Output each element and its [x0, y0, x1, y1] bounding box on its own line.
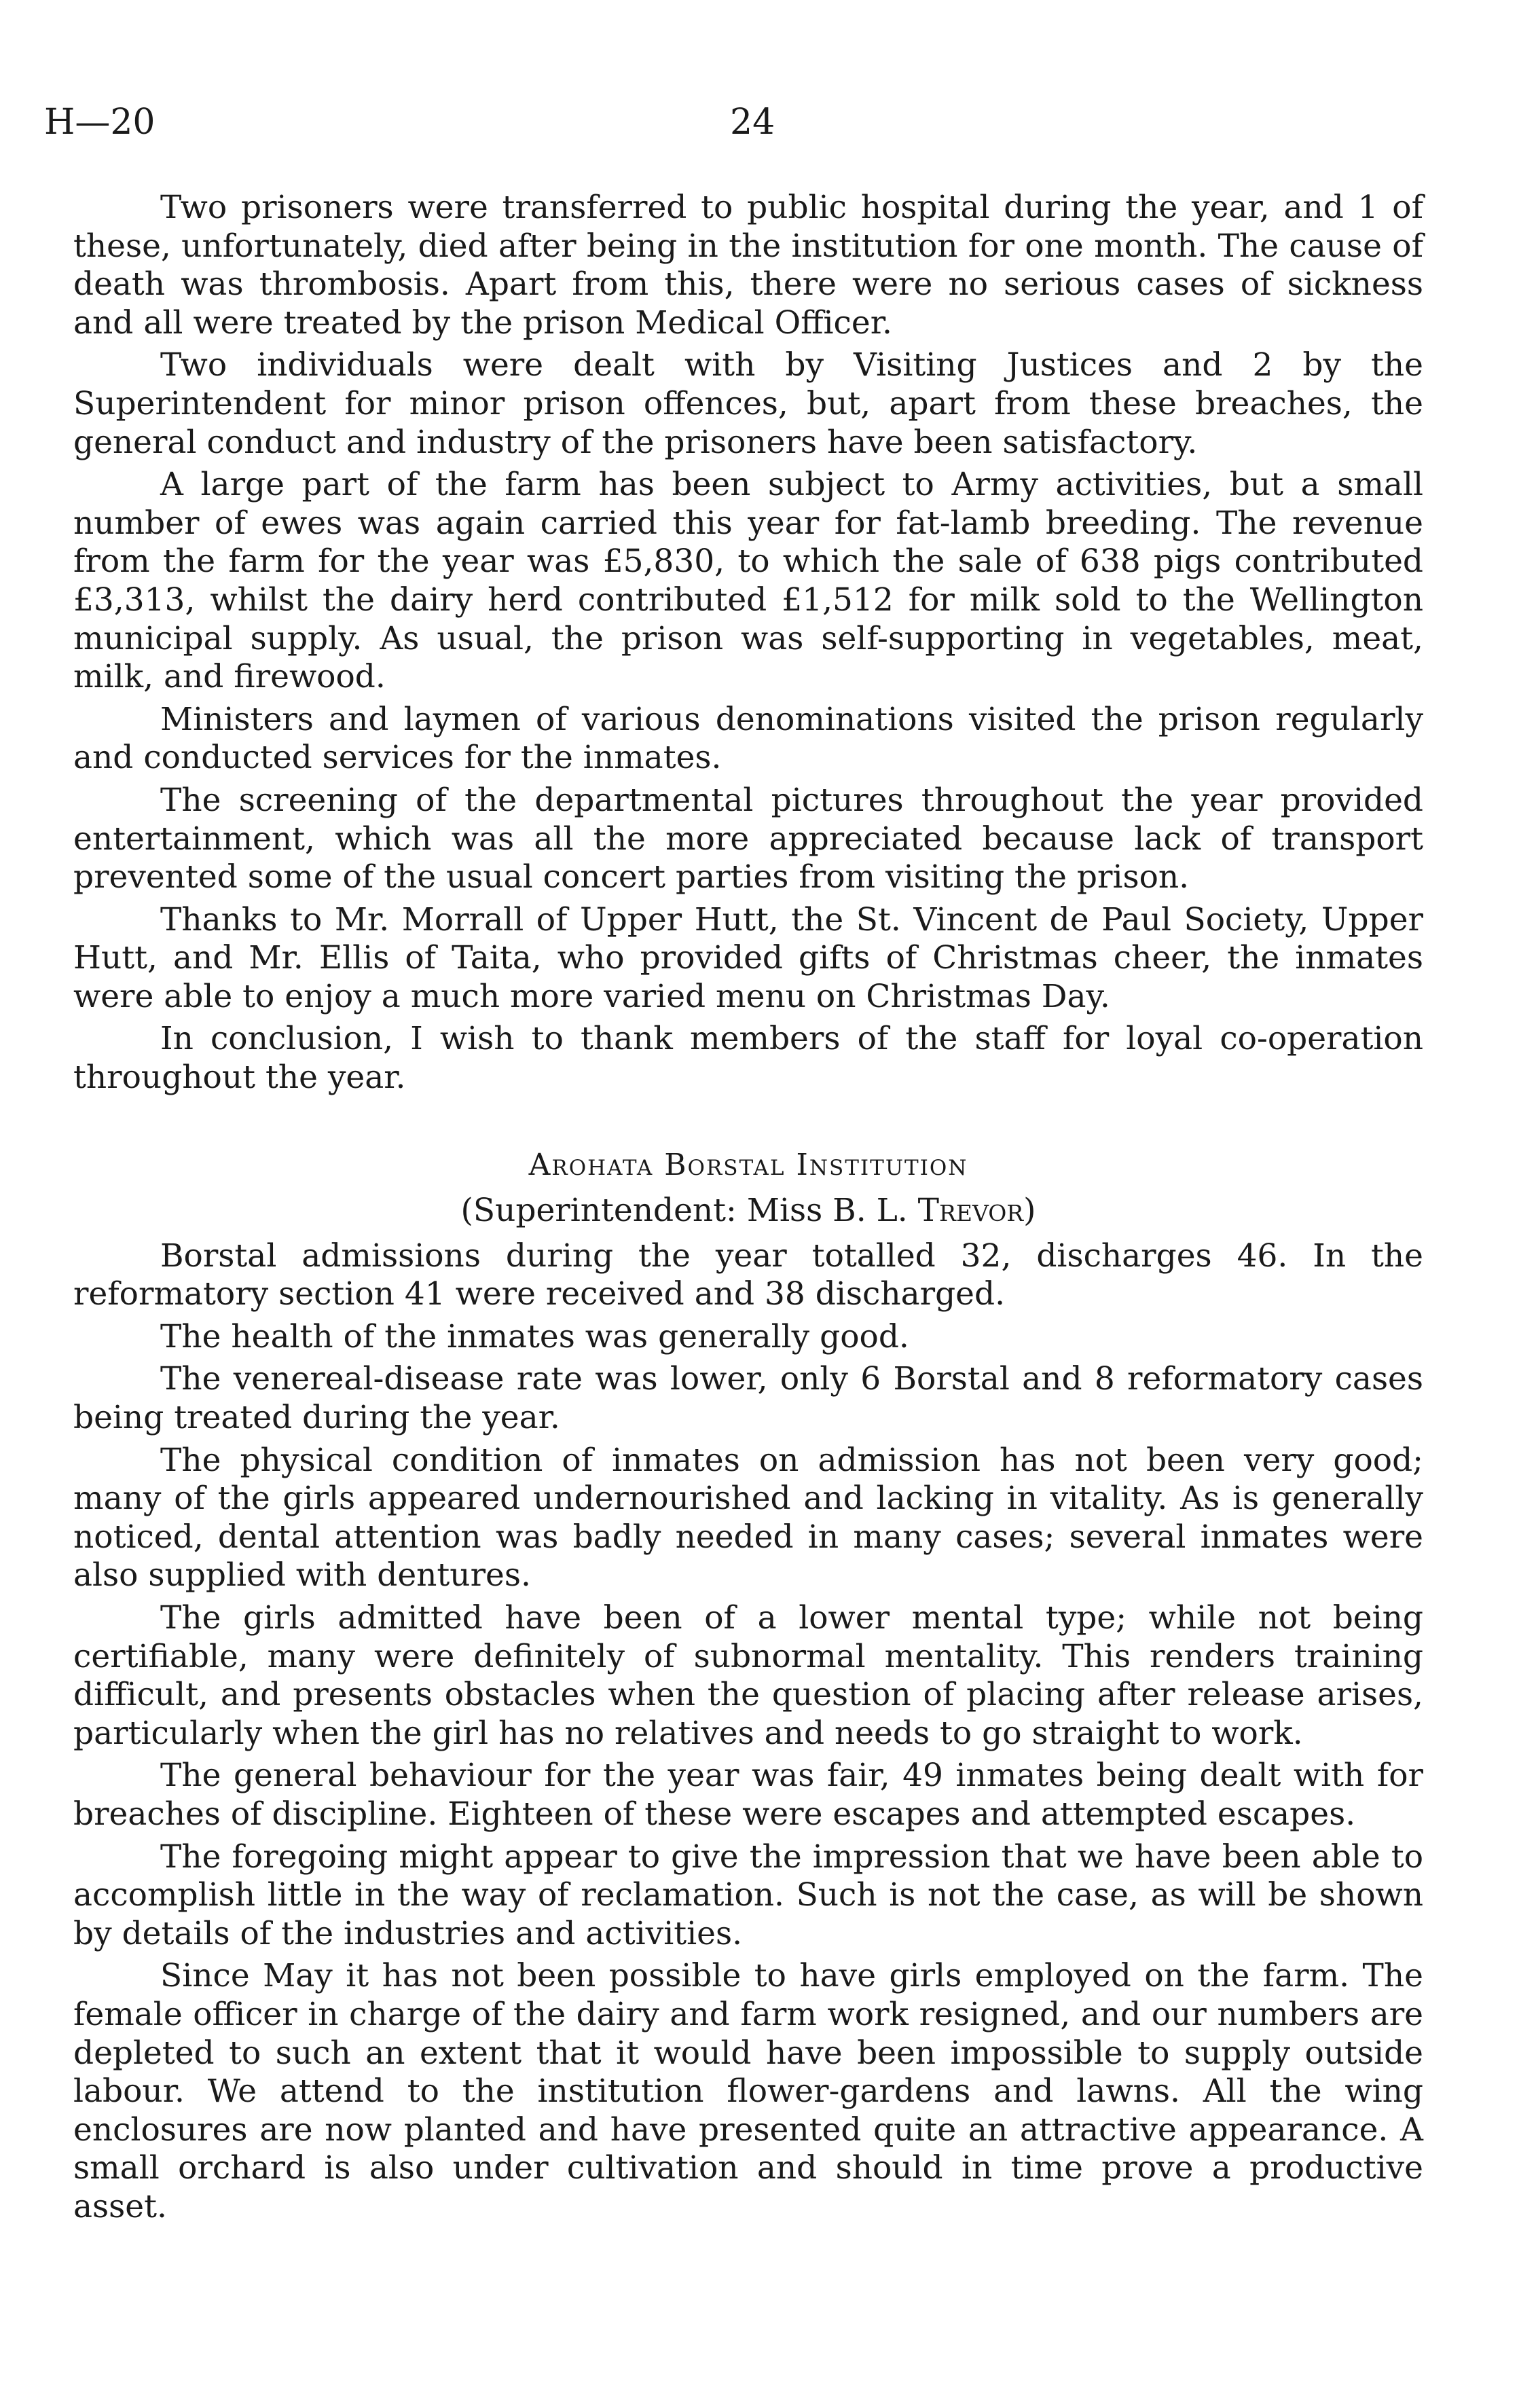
paragraph-reclamation: The foregoing might appear to give the impression that we have been able to accomplish little in the way of reclamation. Such is not the case, as will be shown by details of the industries and activities.: [73, 1838, 1423, 1952]
paragraph-mental-type: The girls admitted have been of a lower mental type; while not being certifiable, many were definitely of subnormal mentality. This renders training difficult, and presents obstacles when the question of placing after release arises, particularly when the girl has no relatives and needs to go straight to work.: [73, 1599, 1423, 1752]
subheading-suffix: ): [1023, 1191, 1036, 1229]
paragraph-ministers: Ministers and laymen of various denominations visited the prison regularly and conducted services for the inmates.: [73, 700, 1423, 777]
paragraph-hospital-transfers: Two prisoners were transferred to public hospital during the year, and 1 of these, unfortunately, died after being in the institution for one month. The cause of death was thrombosis. Apart from this, there were no serious cases of sickness and all were treated by the prison Medical Officer.: [73, 189, 1423, 342]
paragraph-vd-rate: The venereal-disease rate was lower, only 6 Borstal and 8 reformatory cases being treated during the year.: [73, 1360, 1423, 1437]
paragraph-farm-employment: Since May it has not been possible to have girls employed on the farm. The female officer in charge of the dairy and farm work resigned, and our numbers are depleted to such an extent that it would have been impossible to supply outside labour. We attend to the institution flower-gardens and lawns. All the wing enclosures are now planted and have presented quite an attractive appearance. A small orchard is also under cultivation and should in time prove a productive asset.: [73, 1957, 1423, 2225]
paragraph-health: The health of the inmates was generally good.: [160, 1317, 909, 1355]
subheading-name: Trevor: [917, 1191, 1024, 1229]
paragraph-farm-revenue: A large part of the farm has been subject to Army activities, but a small number of ewes was again carried this year for fat-lamb breeding. The revenue from the farm for the year was £5,830, to which the sale of 638 pigs contributed £3,313, whilst the dairy herd contributed £1,512 for milk sold to the Wellington municipal supply. As usual, the prison was self-supporting in vegetables, meat, milk, and firewood.: [73, 466, 1423, 696]
section-subheading: [73, 1191, 1423, 1230]
subheading-prefix: (Superintendent: Miss B. L.: [460, 1191, 918, 1229]
paragraph-conclusion: In conclusion, I wish to thank members of the staff for loyal co-operation throughout the year.: [73, 1020, 1423, 1097]
report-page-id: H—20: [44, 102, 155, 143]
page-header: [44, 102, 1402, 156]
paragraph-pictures: The screening of the departmental pictures throughout the year provided entertainment, which was all the more appreciated because lack of transport prevented some of the usual concert parties from visiting the prison.: [73, 781, 1423, 896]
section-heading: Arohata Borstal Institution: [528, 1147, 968, 1182]
paragraph-behaviour: The general behaviour for the year was fair, 49 inmates being dealt with for breaches of discipline. Eighteen of these were escapes and attempted escapes.: [73, 1757, 1423, 1833]
paragraph-admissions: Borstal admissions during the year totalled 32, discharges 46. In the reformatory section 41 were received and 38 discharged.: [73, 1237, 1423, 1313]
paragraph-prison-offences: Two individuals were dealt with by Visiting Justices and 2 by the Superintendent for minor prison offences, but, apart from these breaches, the general conduct and industry of the prisoners have been satisfactory.: [73, 346, 1423, 461]
document-body: [73, 189, 1423, 2231]
paragraph-physical-condition: The physical condition of inmates on admission has not been very good; many of the girls appeared undernourished and lacking in vitality. As is generally noticed, dental attention was badly needed in many cases; several inmates were also supplied with dentures.: [73, 1441, 1423, 1594]
paragraph-christmas-thanks: Thanks to Mr. Morrall of Upper Hutt, the St. Vincent de Paul Society, Upper Hutt, and Mr. Ellis of Taita, who provided gifts of Christmas cheer, the inmates were able to enjoy a much more varied menu on Christmas Day.: [73, 900, 1423, 1015]
page-number: 24: [730, 102, 775, 143]
